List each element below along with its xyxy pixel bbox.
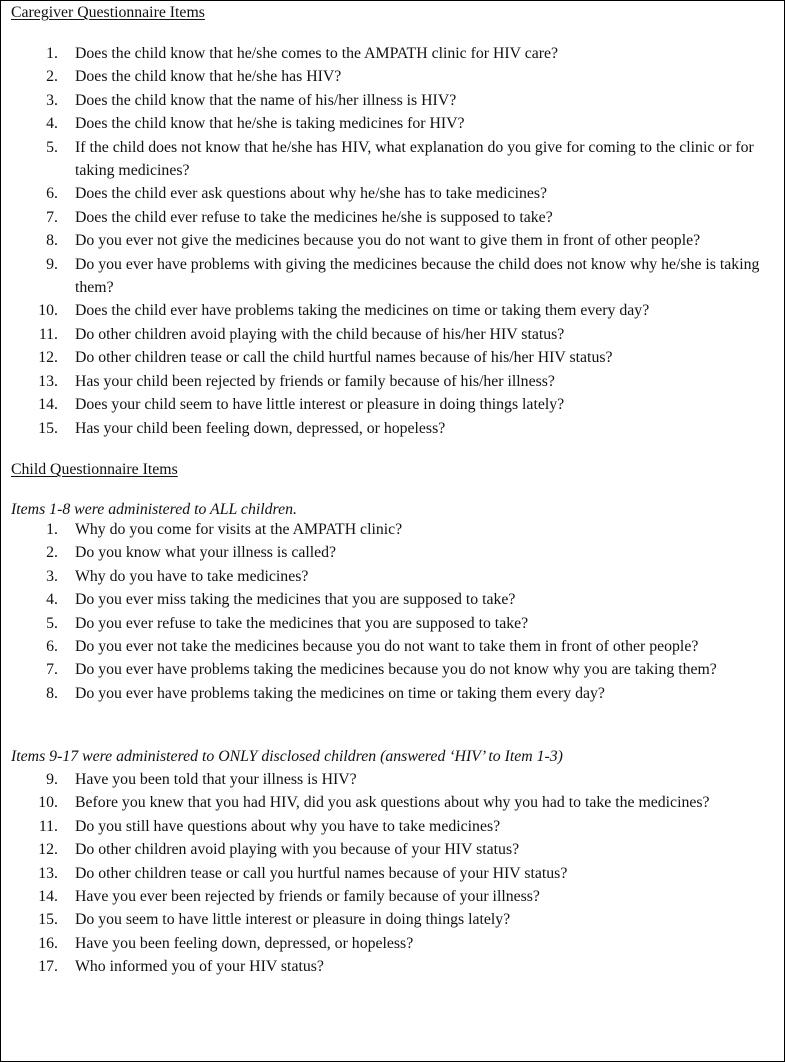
question-text: Have you been feeling down, depressed, or hopeless? [75, 934, 414, 952]
question-text: Do other children tease or call you hurtful names because of your HIV status? [75, 864, 568, 882]
question-number: 11. [38, 325, 58, 343]
question-number: 15. [38, 419, 58, 437]
question-item [1, 955, 780, 978]
question-text: Do you ever have problems taking the medicines on time or taking them every day? [75, 684, 605, 702]
question-text: Why do you come for visits at the AMPATH clinic? [75, 521, 403, 538]
question-number: 14. [38, 888, 58, 906]
question-number: 4. [46, 115, 58, 133]
question-item [1, 393, 780, 416]
question-text: Do you ever have problems taking the medicines because you do not know why you are taking them? [75, 661, 717, 679]
question-text: Do you seem to have little interest or pleasure in doing things lately? [75, 911, 511, 929]
question-item [1, 42, 780, 65]
question-number: 7. [46, 661, 58, 679]
question-number: 6. [46, 638, 58, 656]
child-disclosed-intro: Items 9-17 were administered to ONLY disclosed children (answered ‘HIV’ to Item 1-3) [11, 748, 563, 765]
question-item [1, 565, 780, 588]
question-item [1, 815, 780, 838]
question-number: 8. [46, 684, 58, 702]
child-heading: Child Questionnaire Items [11, 461, 178, 478]
question-number: 10. [38, 302, 58, 320]
question-item [1, 658, 780, 681]
question-text: Does the child know that he/she has HIV? [75, 68, 342, 86]
child-all-intro: Items 1-8 were administered to ALL children. [11, 501, 297, 518]
question-item [1, 323, 780, 346]
question-number: 10. [38, 794, 58, 812]
question-item [1, 862, 780, 885]
question-text: Do other children avoid playing with you because of your HIV status? [75, 841, 520, 859]
question-item [1, 885, 780, 908]
question-number: 9. [46, 771, 58, 788]
question-number: 8. [46, 232, 58, 250]
question-text: Does your child seem to have little interest or pleasure in doing things lately? [75, 396, 565, 414]
question-text: Does the child ever ask questions about why he/she has to take medicines? [75, 185, 548, 203]
caregiver-items-list [1, 42, 780, 440]
question-text: Has your child been rejected by friends or family because of his/her illness? [75, 372, 555, 390]
question-item [1, 518, 780, 541]
question-text: Why do you have to take medicines? [75, 567, 309, 585]
question-number: 15. [38, 911, 58, 929]
question-item [1, 838, 780, 861]
question-number: 7. [46, 208, 58, 226]
question-item [1, 253, 780, 300]
question-item [1, 370, 780, 393]
question-item [1, 89, 780, 112]
question-text: Does the child know that the name of his/her illness is HIV? [75, 91, 457, 109]
question-text: Have you been told that your illness is HIV? [75, 771, 357, 788]
question-number: 16. [38, 934, 58, 952]
question-number: 13. [38, 372, 58, 390]
question-item [1, 182, 780, 205]
question-number: 12. [38, 349, 58, 367]
question-item [1, 588, 780, 611]
question-item [1, 908, 780, 931]
question-text: If the child does not know that he/she has HIV, what explanation do you give for coming to the clinic or for taking medicines? [75, 138, 754, 180]
question-item [1, 417, 780, 440]
question-text: Does the child ever have problems taking the medicines on time or taking them every day? [75, 302, 650, 320]
question-number: 2. [46, 68, 58, 86]
question-number: 3. [46, 91, 58, 109]
question-text: Do you ever refuse to take the medicines that you are supposed to take? [75, 614, 529, 632]
question-item [1, 682, 780, 705]
question-text: Do other children avoid playing with the child because of his/her HIV status? [75, 325, 565, 343]
question-text: Do you ever have problems with giving the medicines because the child does not know why he/she is taking them? [75, 255, 760, 297]
question-item [1, 112, 780, 135]
question-number: 9. [46, 255, 58, 273]
question-item [1, 299, 780, 322]
question-number: 11. [38, 817, 58, 835]
question-text: Does the child know that he/she comes to the AMPATH clinic for HIV care? [75, 45, 559, 62]
question-number: 1. [46, 521, 58, 538]
question-item [1, 206, 780, 229]
question-item [1, 932, 780, 955]
question-text: Do you still have questions about why you have to take medicines? [75, 817, 501, 835]
question-number: 3. [46, 567, 58, 585]
caregiver-heading: Caregiver Questionnaire Items [11, 4, 205, 21]
question-number: 1. [46, 45, 58, 62]
question-item [1, 612, 780, 635]
question-item [1, 346, 780, 369]
question-text: Has your child been feeling down, depressed, or hopeless? [75, 419, 446, 437]
question-text: Before you knew that you had HIV, did you ask questions about why you had to take the medicines? [75, 794, 710, 812]
question-number: 5. [46, 614, 58, 632]
question-text: Do you ever miss taking the medicines that you are supposed to take? [75, 591, 516, 609]
question-text: Have you ever been rejected by friends or family because of your illness? [75, 888, 540, 906]
question-number: 17. [38, 958, 58, 976]
question-item [1, 768, 780, 791]
question-text: Do you know what your illness is called? [75, 544, 337, 562]
question-text: Do you ever not take the medicines because you do not want to take them in front of other people? [75, 638, 699, 656]
question-item [1, 635, 780, 658]
question-text: Who informed you of your HIV status? [75, 958, 324, 976]
question-text: Do you ever not give the medicines because you do not want to give them in front of other people? [75, 232, 701, 250]
child-all-items-list [1, 518, 780, 705]
question-number: 14. [38, 396, 58, 414]
question-number: 5. [46, 138, 58, 156]
question-item [1, 791, 780, 814]
question-text: Do other children tease or call the child hurtful names because of his/her HIV status? [75, 349, 613, 367]
question-number: 13. [38, 864, 58, 882]
question-number: 6. [46, 185, 58, 203]
question-number: 12. [38, 841, 58, 859]
question-text: Does the child ever refuse to take the medicines he/she is supposed to take? [75, 208, 553, 226]
question-item [1, 541, 780, 564]
question-item [1, 65, 780, 88]
child-disclosed-items-list [1, 768, 780, 979]
question-text: Does the child know that he/she is taking medicines for HIV? [75, 115, 465, 133]
question-item [1, 136, 780, 183]
question-number: 4. [46, 591, 58, 609]
question-item [1, 229, 780, 252]
question-number: 2. [46, 544, 58, 562]
